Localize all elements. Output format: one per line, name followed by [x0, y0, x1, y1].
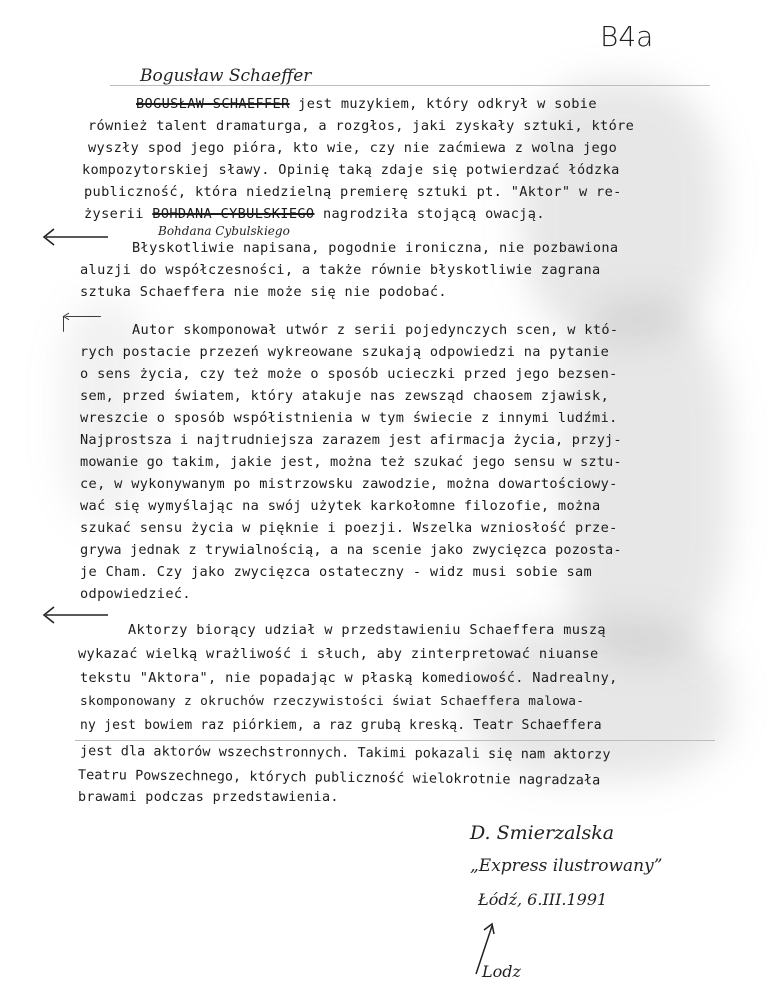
page-mark: B4a: [600, 20, 654, 53]
text-line: Teatru Powszechnego, których publiczność wielokrotnie nagradzała: [77, 768, 601, 789]
text-line: wykazać wielką wrażliwość i słuch, aby zinterpretować niuanse: [78, 646, 599, 662]
handwritten-author-signature: D. Smierzalska: [470, 822, 615, 844]
text-line: ce, w wykonywanym po mistrzowsku zawodzie, można dowartościowy-: [80, 476, 618, 492]
text-line: wać się wymyślając na swój użytek karkołomne filozofie, można: [80, 498, 601, 514]
text-line: Autor skomponował utwór z serii pojedynczych scen, w któ-: [132, 322, 619, 338]
text-line: grywa jednak z trywialnością, a na scenie jako zwycięzca pozosta-: [80, 542, 622, 558]
text-line: tekstu "Aktora", nie popadając w płaską komediowość. Nadrealny,: [80, 670, 618, 686]
handwritten-note: Lodz: [482, 962, 521, 981]
text-line: BOGUSŁAW SCHAEFFER jest muzykiem, który odkrył w sobie: [136, 96, 597, 112]
text-line: odpowiedzieć.: [80, 586, 191, 602]
text-line: Błyskotliwie napisana, pogodnie ironiczna, nie pozbawiona: [132, 240, 619, 256]
text-line: mowanie go takim, jakie jest, można też szukać jego sensu w sztu-: [80, 454, 622, 470]
text-line: publiczność, która niedzielną premierę sztuki pt. "Aktor" w re-: [84, 184, 622, 200]
text-line: o sens życia, czy też może o sposób ucieczki przed jego bezsen-: [80, 366, 618, 382]
text-line: je Cham. Czy jako zwycięzca ostateczny - widz musi sobie sam: [80, 564, 593, 580]
handwritten-author-name: Bogusław Schaeffer: [140, 66, 312, 86]
text-line: brawami podczas przedstawienia.: [78, 790, 339, 805]
handwritten-publication: „Express ilustrowany”: [470, 856, 663, 876]
text-line: sztuka Schaeffera nie może się nie podobać.: [80, 284, 447, 300]
left-arrow-icon: [40, 604, 110, 626]
left-arrow-icon: [40, 312, 120, 334]
struck-author-name: BOGUSŁAW SCHAEFFER: [136, 96, 290, 112]
text-line: sem, przed światem, który atakuje nas zewsząd chaosem zjawisk,: [80, 388, 610, 404]
text-line: żyserii BOHDANA CYBULSKIEGO nagrodziła stojącą owacją.: [84, 206, 545, 222]
left-arrow-icon: [40, 226, 110, 248]
handwritten-director-name: Bohdana Cybulskiego: [158, 224, 290, 238]
text-line: wyszły spod jego pióra, kto wie, czy nie zaćmiewa z wolna jego: [88, 140, 618, 156]
text-line: kompozytorskiej sławy. Opinię taką zdaje się potwierdzać łódzka: [82, 162, 620, 178]
handwritten-place-date: Łódź, 6.III.1991: [478, 890, 608, 909]
text-line: aluzji do współczesności, a także równie błyskotliwie zagrana: [80, 262, 601, 278]
text-line: rych postacie przezeń wykreowane szukają odpowiedzi na pytanie: [80, 344, 610, 360]
text-line: również talent dramaturga, a rozgłos, jaki zyskały sztuki, które: [88, 118, 635, 134]
text-line: wreszcie o sposób współistnienia w tym świecie z innymi ludźmi.: [80, 410, 618, 426]
text-line: Aktorzy biorący udział w przedstawieniu Schaeffera muszą: [128, 622, 606, 638]
struck-director-name: BOHDANA CYBULSKIEGO: [152, 206, 315, 222]
clipping-edge: [75, 740, 715, 741]
text-line: skomponowany z okruchów rzeczywistości świat Schaeffera malowa-: [80, 694, 585, 709]
text-line: ny jest bowiem raz piórkiem, a raz grubą kreską. Teatr Schaeffera: [80, 718, 602, 733]
text-line: Najprostsza i najtrudniejsza zarazem jest afirmacja życia, przyj-: [80, 432, 622, 448]
text-line: szukać sensu życia w pięknie i poezji. Wszelka wzniosłość prze-: [80, 520, 618, 536]
text-line: jest dla aktorów wszechstronnych. Takimi pokazali się nam aktorzy: [79, 744, 611, 763]
